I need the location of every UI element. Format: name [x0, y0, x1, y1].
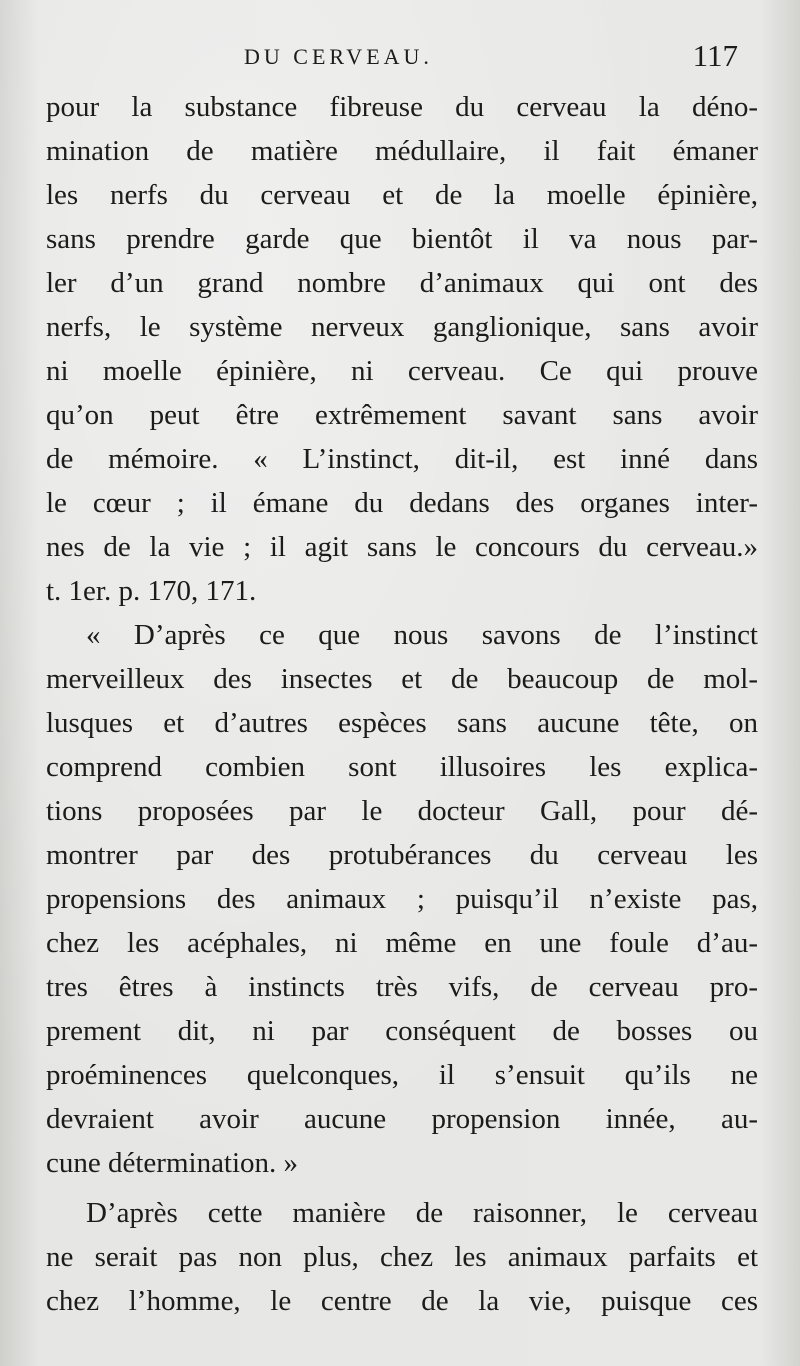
text-line: les nerfs du cerveau et de la moelle épinière, [46, 179, 758, 211]
text-line: tres êtres à instincts très vifs, de cerveau pro- [46, 971, 758, 1003]
text-line: tions proposées par le docteur Gall, pour dé- [46, 795, 758, 827]
text-line: chez les acéphales, ni même en une foule d’au- [46, 927, 758, 959]
text-line: sans prendre garde que bientôt il va nous par- [46, 223, 758, 255]
text-line: propensions des animaux ; puisqu’il n’existe pas, [46, 883, 758, 915]
text-line: devraient avoir aucune propension innée, au- [46, 1103, 758, 1135]
text-line: comprend combien sont illusoires les explica- [46, 751, 758, 783]
running-head: DU CERVEAU. [244, 44, 433, 69]
page-header [0, 38, 800, 78]
text-line: de mémoire. « L’instinct, dit-il, est inné dans [46, 443, 758, 475]
text-line: nerfs, le système nerveux ganglionique, sans avoir [46, 311, 758, 343]
page-number: 117 [692, 38, 738, 73]
text-line: nes de la vie ; il agit sans le concours du cerveau.» [46, 531, 758, 563]
text-line: lusques et d’autres espèces sans aucune tête, on [46, 707, 758, 739]
text-line: prement dit, ni par conséquent de bosses ou [46, 1015, 758, 1047]
text-line: le cœur ; il émane du dedans des organes inter- [46, 487, 758, 519]
text-line: cune détermination. » [46, 1147, 299, 1179]
text-line: qu’on peut être extrêmement savant sans avoir [46, 399, 758, 431]
text-line: merveilleux des insectes et de beaucoup de mol- [46, 663, 758, 695]
text-line: ni moelle épinière, ni cerveau. Ce qui prouve [46, 355, 758, 387]
text-line: proéminences quelconques, il s’ensuit qu’ils ne [46, 1059, 758, 1091]
text-line: « D’après ce que nous savons de l’instinct [86, 619, 758, 651]
text-line: ne serait pas non plus, chez les animaux parfaits et [46, 1241, 758, 1273]
text-line: pour la substance fibreuse du cerveau la déno- [46, 91, 758, 123]
text-line: ler d’un grand nombre d’animaux qui ont des [46, 267, 758, 299]
text-line: mination de matière médullaire, il fait émaner [46, 135, 758, 167]
text-line: chez l’homme, le centre de la vie, puisque ces [46, 1285, 758, 1317]
text-line: t. 1er. p. 170, 171. [46, 575, 257, 607]
text-line: D’après cette manière de raisonner, le cerveau [86, 1197, 758, 1229]
body-text [46, 85, 758, 1323]
text-line: montrer par des protubérances du cerveau les [46, 839, 758, 871]
